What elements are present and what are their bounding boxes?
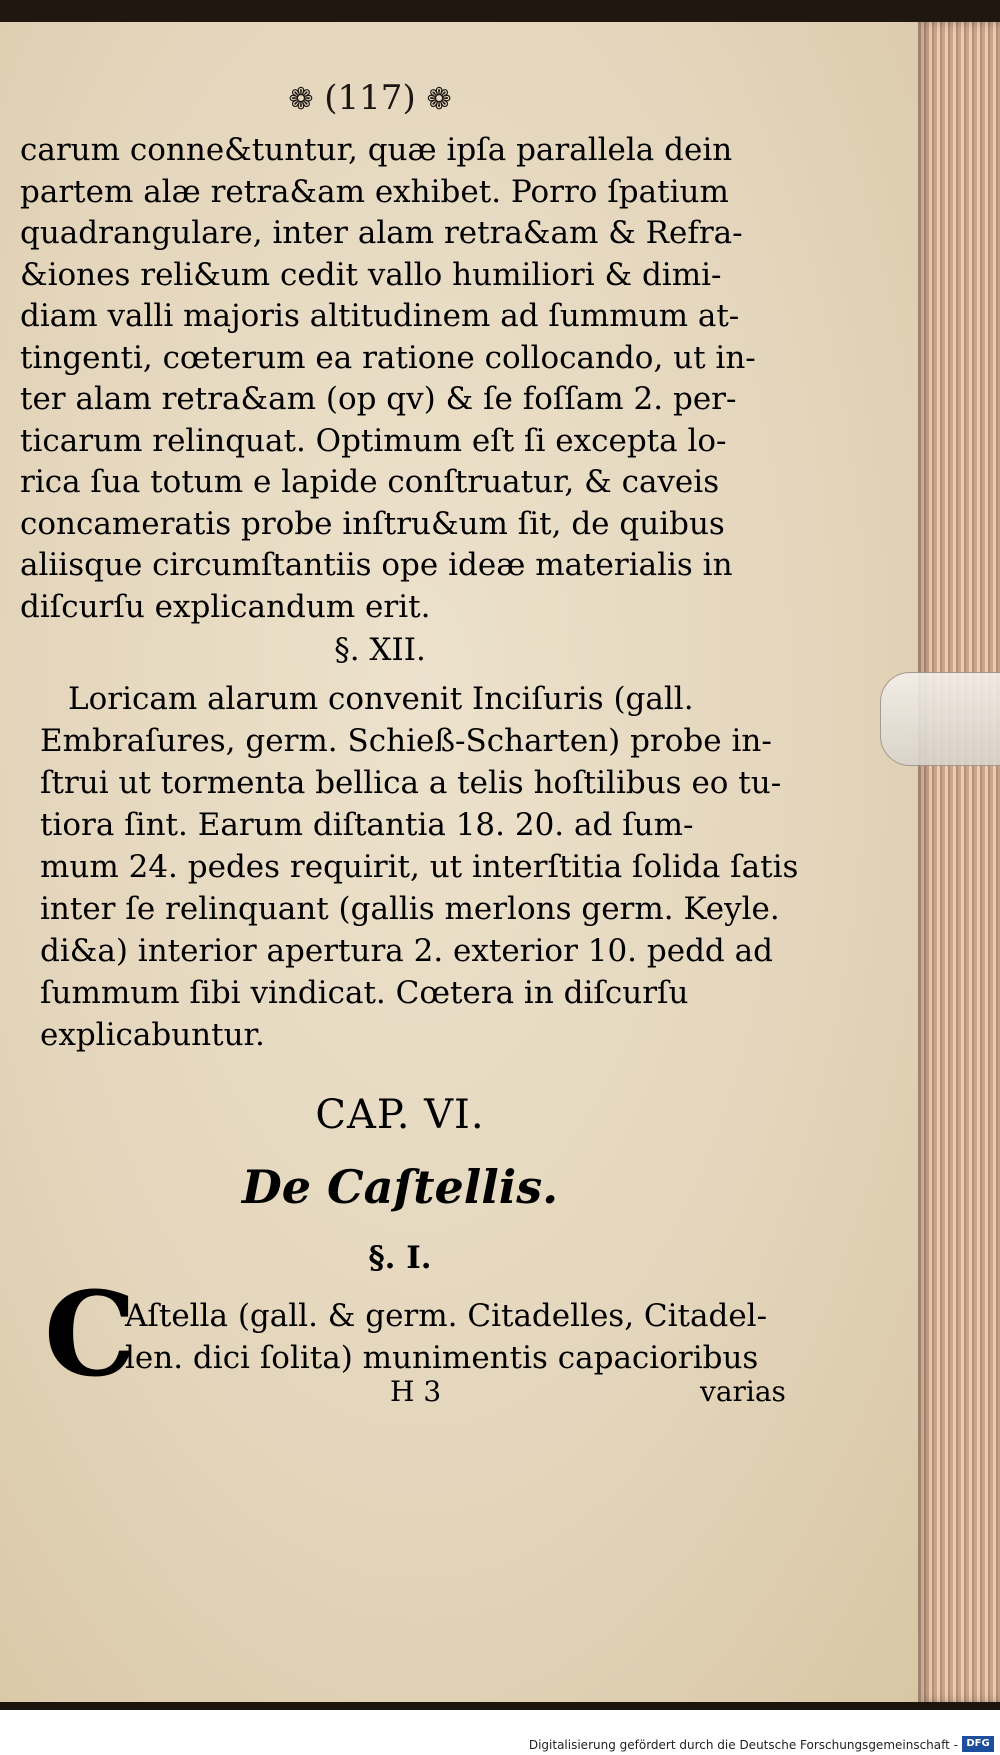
- text-line: quadrangulare, inter alam retra&am & Refra-: [20, 215, 743, 251]
- text-line: tingenti, cœterum ea ratione collocando, ut in-: [20, 339, 756, 376]
- text-line: diſcurſu explicandum erit.: [20, 588, 431, 625]
- section-heading-xii: §. XII.: [334, 632, 426, 668]
- page-edges: [918, 22, 1000, 1702]
- text-line: tiora ſint. Earum diſtantia 18. 20. ad ſum-: [40, 807, 694, 843]
- text-line: rica ſua totum e lapide conſtruatur, & caveis: [20, 464, 720, 500]
- text-line: ſummum ſibi vindicat. Cœtera in diſcurſu: [40, 975, 689, 1011]
- text-line: len. dici ſolita) munimentis capacioribus: [125, 1340, 759, 1376]
- text-line: Embraſures, germ. Schieß-Scharten) probe in-: [40, 723, 772, 759]
- text-line: di&a) interior apertura 2. exterior 10. pedd ad: [40, 933, 773, 969]
- funding-credit: Digitalisierung gefördert durch die Deutsche Forschungsgemeinschaft -: [528, 1738, 958, 1752]
- text-line: mum 24. pedes requirit, ut interſtitia ſolida ſatis: [40, 849, 799, 885]
- signature-mark: H 3: [390, 1375, 442, 1408]
- text-line: Aſtella (gall. & germ. Citadelles, Citadel-: [125, 1298, 768, 1334]
- section-heading-i: §. I.: [368, 1240, 432, 1276]
- paragraph-1: [20, 130, 780, 628]
- text-line: Loricam alarum convenit Inciſuris (gall.: [68, 681, 694, 717]
- text-line: inter ſe relinquant (gallis merlons germ. Keyle.: [40, 891, 780, 927]
- flower-ornament-icon: ❁: [426, 82, 452, 117]
- catchword: varias: [700, 1375, 786, 1408]
- drop-cap-initial: C: [44, 1267, 137, 1403]
- page-clip: [880, 672, 1000, 766]
- page-number: (117): [324, 78, 416, 118]
- text-line: explicabuntur.: [40, 1017, 265, 1053]
- chapter-title: De Caſtellis.: [241, 1160, 559, 1214]
- paragraph-2: [40, 678, 799, 1056]
- text-line: ticarum relinquat. Optimum eſt ſi excepta lo-: [20, 422, 727, 459]
- text-line: ſtrui ut tormenta bellica a telis hoſtilibus eo tu-: [40, 765, 782, 801]
- text-line: concameratis probe inſtru&um ſit, de quibus: [20, 505, 725, 542]
- text-line: diam valli majoris altitudinem ad ſummum at-: [20, 298, 740, 334]
- chapter-heading: CAP. VI.: [315, 1092, 485, 1138]
- dfg-logo: DFG: [962, 1736, 994, 1752]
- text-line: carum conne&tuntur, quæ ipſa parallela dein: [20, 132, 733, 168]
- paragraph-3: [125, 1295, 795, 1379]
- text-line: &iones reli&um cedit vallo humiliori & dimi-: [20, 256, 722, 293]
- text-line: partem alæ retra&am exhibet. Porro ſpatium: [20, 173, 729, 210]
- flower-ornament-icon: ❁: [288, 82, 314, 117]
- text-line: ter alam retra&am (op qv) & ſe foſſam 2. per-: [20, 381, 737, 417]
- text-line: aliisque circumſtantiis ope ideæ materialis in: [20, 547, 733, 583]
- page-header: [250, 78, 490, 118]
